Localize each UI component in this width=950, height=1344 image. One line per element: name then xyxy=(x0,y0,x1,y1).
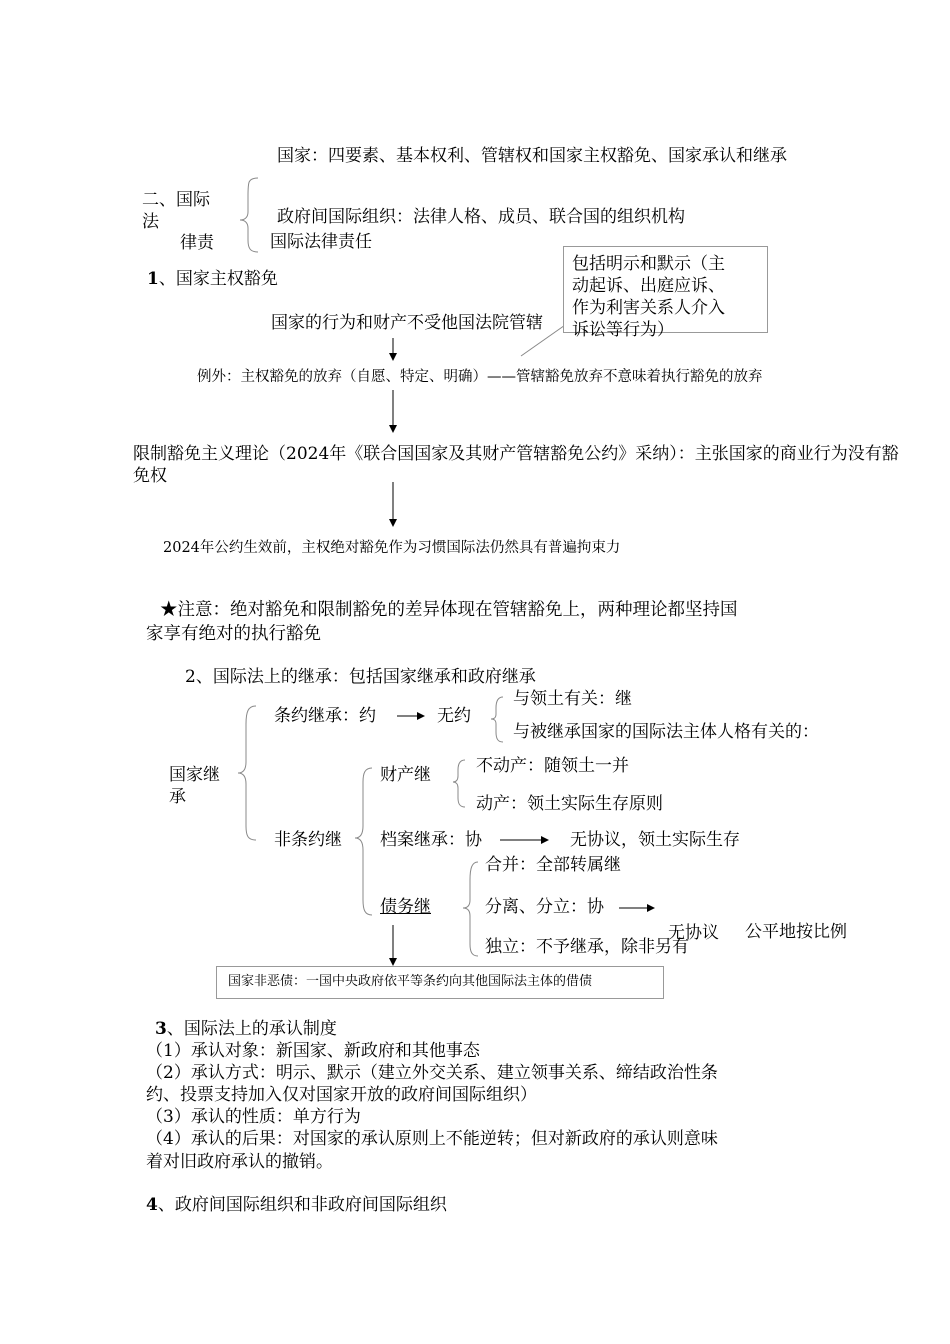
section2-item-igo: 政府间国际组织：法律人格、成员、联合国的组织机构 xyxy=(277,207,685,227)
recognition-method-2: 约、投票支持加入仅对国家开放的政府间国际组织） xyxy=(146,1085,537,1105)
non-treaty-succession: 非条约继 xyxy=(274,830,342,850)
debt-no-agreement: 无协议 xyxy=(668,923,719,943)
treaty-personality: 与被继承国家的国际法主体人格有关的： xyxy=(513,722,819,742)
treaty-no-agreement: 无约 xyxy=(437,706,471,726)
property-succession: 财产继 xyxy=(380,765,431,785)
debt-merge: 合并：全部转属继 xyxy=(485,855,621,875)
archive-no-agreement: 无协议，领土实际生存 xyxy=(570,830,740,850)
section2-heading: 二、国际法 xyxy=(142,190,210,232)
callout-text: 包括明示和默示（主 动起诉、出庭应诉、 作为利害关系人介入 诉讼等行为） xyxy=(572,254,725,340)
brace-treaty xyxy=(491,697,503,742)
debt-succession: 债务继 xyxy=(380,897,431,917)
restrictive-immunity-theory: 限制豁免主义理论（2024年《联合国国家及其财产管辖豁免公约》采纳）：主张国家的商业行为没有豁免权 xyxy=(133,444,899,486)
brace-succession xyxy=(238,706,256,840)
section2-cut-text: 律责 xyxy=(180,233,214,253)
brace-section2 xyxy=(240,178,258,252)
recognition-effect-1: （4）承认的后果：对国家的承认原则上不能逆转；但对新政府的承认则意味 xyxy=(146,1129,718,1149)
recognition-effect-2: 着对旧政府承认的撤销。 xyxy=(146,1152,333,1172)
treaty-succession: 条约继承：约 xyxy=(274,706,376,726)
state-succession-root: 国家继承 xyxy=(169,765,220,807)
brace-property xyxy=(453,760,465,807)
immovable-property: 不动产：随领土一并 xyxy=(476,756,629,776)
recognition-method-1: （2）承认方式：明示、默示（建立外交关系、建立领事关系、缔结政治性条 xyxy=(146,1063,718,1083)
recognition-nature: （3）承认的性质：单方行为 xyxy=(146,1107,361,1127)
archive-succession: 档案继承：协 xyxy=(380,830,482,850)
odious-debt-text: 国家非恶债：一国中央政府依平等条约向其他国际法主体的借债 xyxy=(228,974,593,989)
heading-international-organizations: 4、政府间国际组织和非政府间国际组织 xyxy=(146,1195,447,1215)
heading-recognition: 3、国际法上的承认制度 xyxy=(155,1019,337,1039)
note-line-2: 家享有绝对的执行豁免 xyxy=(146,624,321,644)
immunity-definition: 国家的行为和财产不受他国法院管辖 xyxy=(271,313,543,333)
immunity-exception: 例外：主权豁免的放弃（自愿、特定、明确）——管辖豁免放弃不意味着执行豁免的放弃 xyxy=(197,369,763,385)
debt-independence: 独立：不予继承，除非另有 xyxy=(485,937,689,957)
section2-item-state: 国家：四要素、基本权利、管辖权和国家主权豁免、国家承认和继承 xyxy=(277,146,787,166)
movable-property: 动产：领土实际生存原则 xyxy=(476,794,663,814)
debt-separation: 分离、分立：协 xyxy=(485,897,604,917)
note-line-1: ★注意：绝对豁免和限制豁免的差异体现在管辖豁免上，两种理论都坚持国 xyxy=(160,600,738,620)
recognition-object: （1）承认对象：新国家、新政府和其他事态 xyxy=(146,1041,480,1061)
brace-nontreaty xyxy=(355,768,372,915)
brace-debt xyxy=(463,862,478,956)
heading-succession: 2、国际法上的继承：包括国家继承和政府继承 xyxy=(185,667,536,687)
treaty-territory: 与领土有关：继 xyxy=(513,689,632,709)
debt-proportion: 公平地按比例 xyxy=(745,922,847,942)
section2-item-responsibility: 国际法律责任 xyxy=(270,232,372,252)
before-convention-effect: 2024年公约生效前，主权绝对豁免作为习惯国际法仍然具有普遍拘束力 xyxy=(163,540,621,556)
heading-sovereign-immunity: 1、国家主权豁免 xyxy=(147,269,278,289)
